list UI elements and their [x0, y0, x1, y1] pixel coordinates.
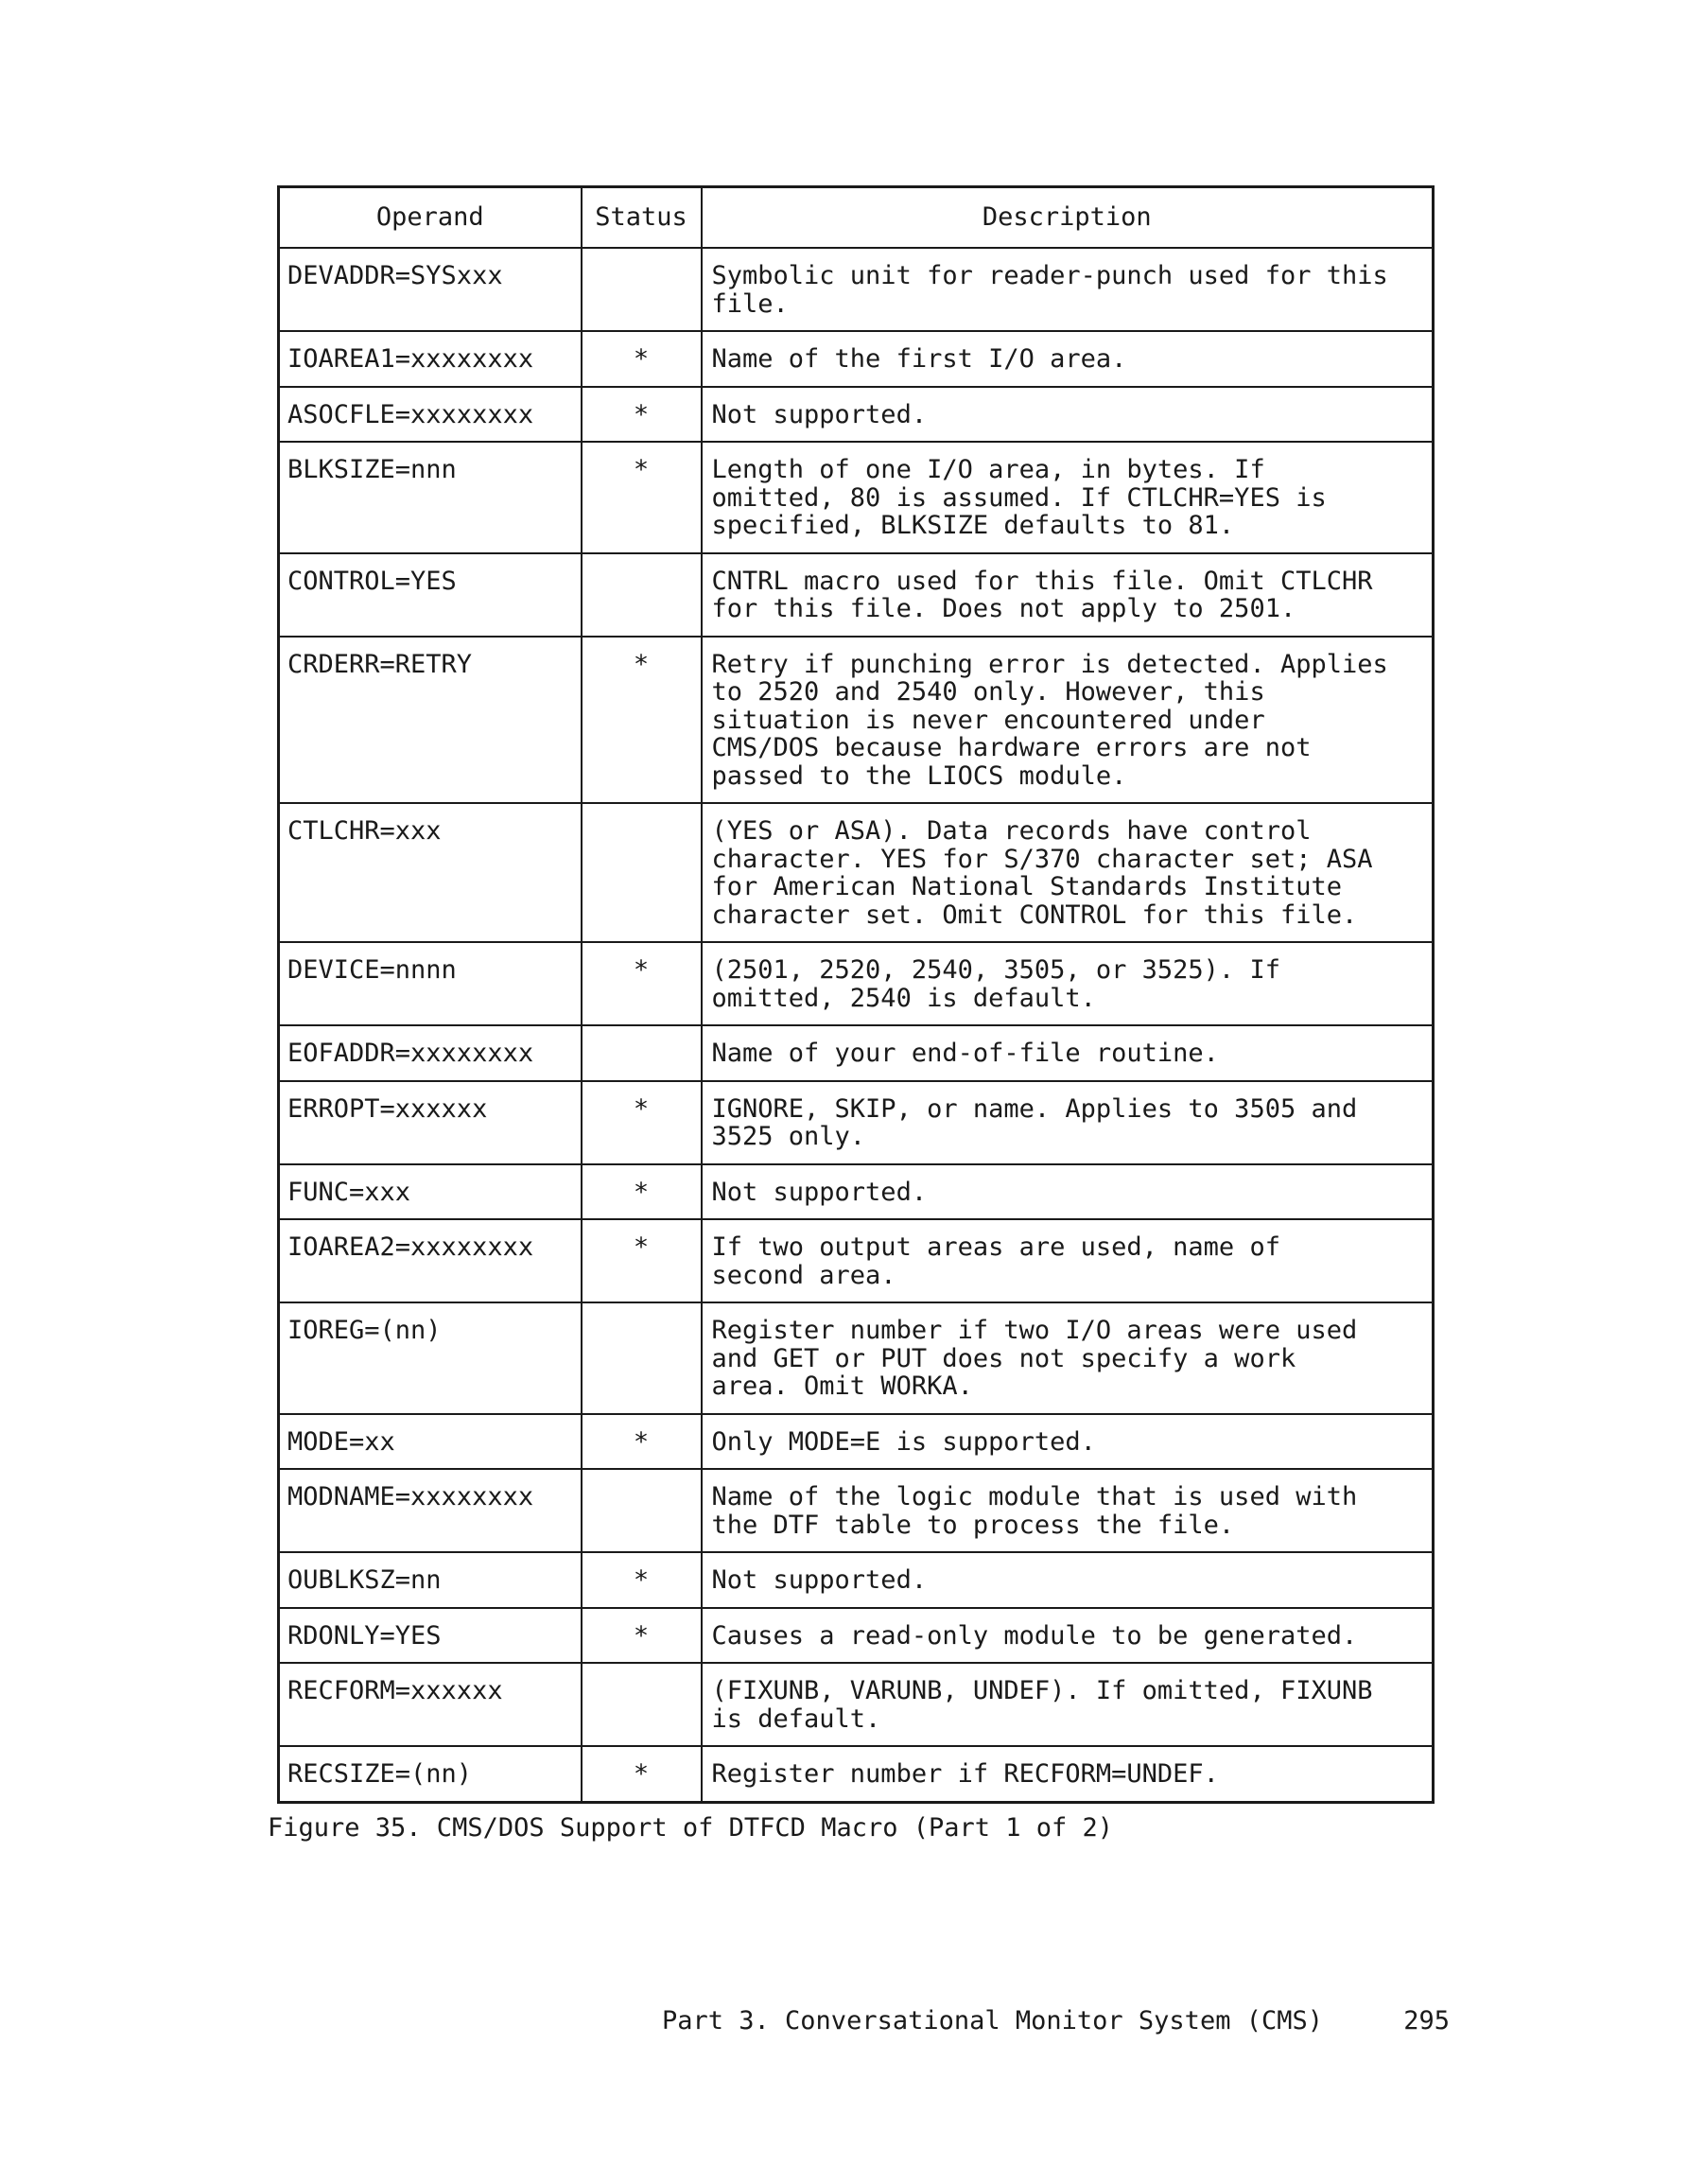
status-cell: *: [582, 1081, 702, 1164]
status-cell: *: [582, 637, 702, 804]
description-cell: Symbolic unit for reader-punch used for this file.: [702, 248, 1434, 331]
operand-cell: ERROPT=xxxxxx: [279, 1081, 582, 1164]
description-cell: (2501, 2520, 2540, 3505, or 3525). If omitted, 2540 is default.: [702, 942, 1434, 1025]
table-row: [279, 1081, 1434, 1164]
operand-cell: EOFADDR=xxxxxxxx: [279, 1025, 582, 1081]
header-operand: Operand: [279, 187, 582, 249]
description-cell: Retry if punching error is detected. Applies to 2520 and 2540 only. However, this situation is never encountered under CMS/DOS because hardware errors are not passed to the LIOCS module.: [702, 637, 1434, 804]
description-cell: Not supported.: [702, 1164, 1434, 1220]
status-cell: *: [582, 1219, 702, 1302]
table-row: [279, 1164, 1434, 1220]
description-cell: Register number if RECFORM=UNDEF.: [711, 1759, 1219, 1789]
operand-cell: CONTROL=YES: [279, 553, 582, 637]
operand-cell: OUBLKSZ=nn: [279, 1552, 582, 1608]
operand-cell: DEVADDR=SYSxxx: [279, 248, 582, 331]
operand-cell: MODE=xx: [279, 1414, 582, 1470]
dtfcd-operand-table: [277, 185, 1435, 1804]
table-row: [279, 248, 1434, 331]
description-cell: Name of the first I/O area.: [702, 331, 1434, 387]
operand-cell: MODNAME=xxxxxxxx: [279, 1469, 582, 1552]
header-status: Status: [582, 187, 702, 249]
status-cell: [582, 803, 702, 942]
table-body: [279, 248, 1434, 1802]
operand-cell: RECFORM=xxxxxx: [279, 1663, 582, 1746]
table-header-row: [279, 187, 1434, 249]
table-row: [279, 803, 1434, 942]
description-cell: Name of your end-of-file routine.: [702, 1025, 1434, 1081]
table-row: [279, 1469, 1434, 1552]
operand-cell: BLKSIZE=nnn: [279, 442, 582, 553]
table-row: [279, 1746, 1434, 1802]
operand-cell: CRDERR=RETRY: [279, 637, 582, 804]
table-row: [279, 442, 1434, 553]
table-row: [279, 1663, 1434, 1746]
status-cell: [582, 1469, 702, 1552]
status-cell: [582, 248, 702, 331]
description-cell: Name of the logic module that is used with the DTF table to process the file.: [702, 1469, 1434, 1552]
table-row: [279, 1552, 1434, 1608]
description-cell: Register number if two I/O areas were used and GET or PUT does not specify a work area. Omit WORKA.: [702, 1302, 1434, 1414]
table-row: [279, 553, 1434, 637]
status-cell: *: [582, 1608, 702, 1664]
operand-cell: FUNC=xxx: [279, 1164, 582, 1220]
status-cell: [582, 1025, 702, 1081]
table-row: [279, 1302, 1434, 1414]
status-cell: *: [582, 1414, 702, 1470]
header-description: Description: [702, 187, 1434, 249]
description-cell: IGNORE, SKIP, or name. Applies to 3505 and 3525 only.: [702, 1081, 1434, 1164]
table-row: [279, 942, 1434, 1025]
table-row: [279, 1414, 1434, 1470]
operand-cell: IOAREA2=xxxxxxxx: [279, 1219, 582, 1302]
status-cell: *: [582, 442, 702, 553]
table-row: [279, 1608, 1434, 1664]
page-footer: [662, 2007, 1461, 2035]
table-row: [279, 1025, 1434, 1081]
status-cell: [582, 1302, 702, 1414]
description-cell: Not supported.: [702, 1552, 1434, 1608]
description-cell: (FIXUNB, VARUNB, UNDEF). If omitted, FIXUNB is default.: [702, 1663, 1434, 1746]
figure-caption: Figure 35. CMS/DOS Support of DTFCD Macro (Part 1 of 2): [268, 1813, 1114, 1843]
description-cell: Not supported.: [702, 387, 1434, 443]
operand-cell: RDONLY=YES: [279, 1608, 582, 1664]
status-cell: [582, 1663, 702, 1746]
description-cell: Only MODE=E is supported.: [702, 1414, 1434, 1470]
description-cell: Causes a read-only module to be generated.: [702, 1608, 1434, 1664]
operand-cell: RECSIZE=(nn): [279, 1746, 582, 1802]
description-cell: Length of one I/O area, in bytes. If omitted, 80 is assumed. If CTLCHR=YES is specified, BLKSIZE defaults to 81.: [702, 442, 1434, 553]
table-row: [279, 637, 1434, 804]
table-row: [279, 1219, 1434, 1302]
status-cell: *: [582, 1164, 702, 1220]
status-cell: *: [582, 942, 702, 1025]
description-cell: CNTRL macro used for this file. Omit CTLCHR for this file. Does not apply to 2501.: [702, 553, 1434, 637]
status-cell: *: [582, 1746, 702, 1802]
operand-cell: DEVICE=nnnn: [279, 942, 582, 1025]
description-cell: (YES or ASA). Data records have control character. YES for S/370 character set; ASA for American National Standards Institute character set. Omit CONTROL for this file.: [702, 803, 1434, 942]
description-cell: If two output areas are used, name of second area.: [702, 1219, 1434, 1302]
operand-cell: IOAREA1=xxxxxxxx: [279, 331, 582, 387]
operand-cell: ASOCFLE=xxxxxxxx: [279, 387, 582, 443]
status-cell: [582, 553, 702, 637]
table-row: [279, 331, 1434, 387]
operand-cell: CTLCHR=xxx: [279, 803, 582, 942]
operand-cell: IOREG=(nn): [279, 1302, 582, 1414]
status-cell: *: [582, 387, 702, 443]
page-number: 295: [1403, 2006, 1450, 2035]
status-cell: *: [582, 1552, 702, 1608]
status-cell: *: [582, 331, 702, 387]
footer-title: Part 3. Conversational Monitor System (CMS): [662, 2006, 1323, 2035]
table-row: [279, 387, 1434, 443]
